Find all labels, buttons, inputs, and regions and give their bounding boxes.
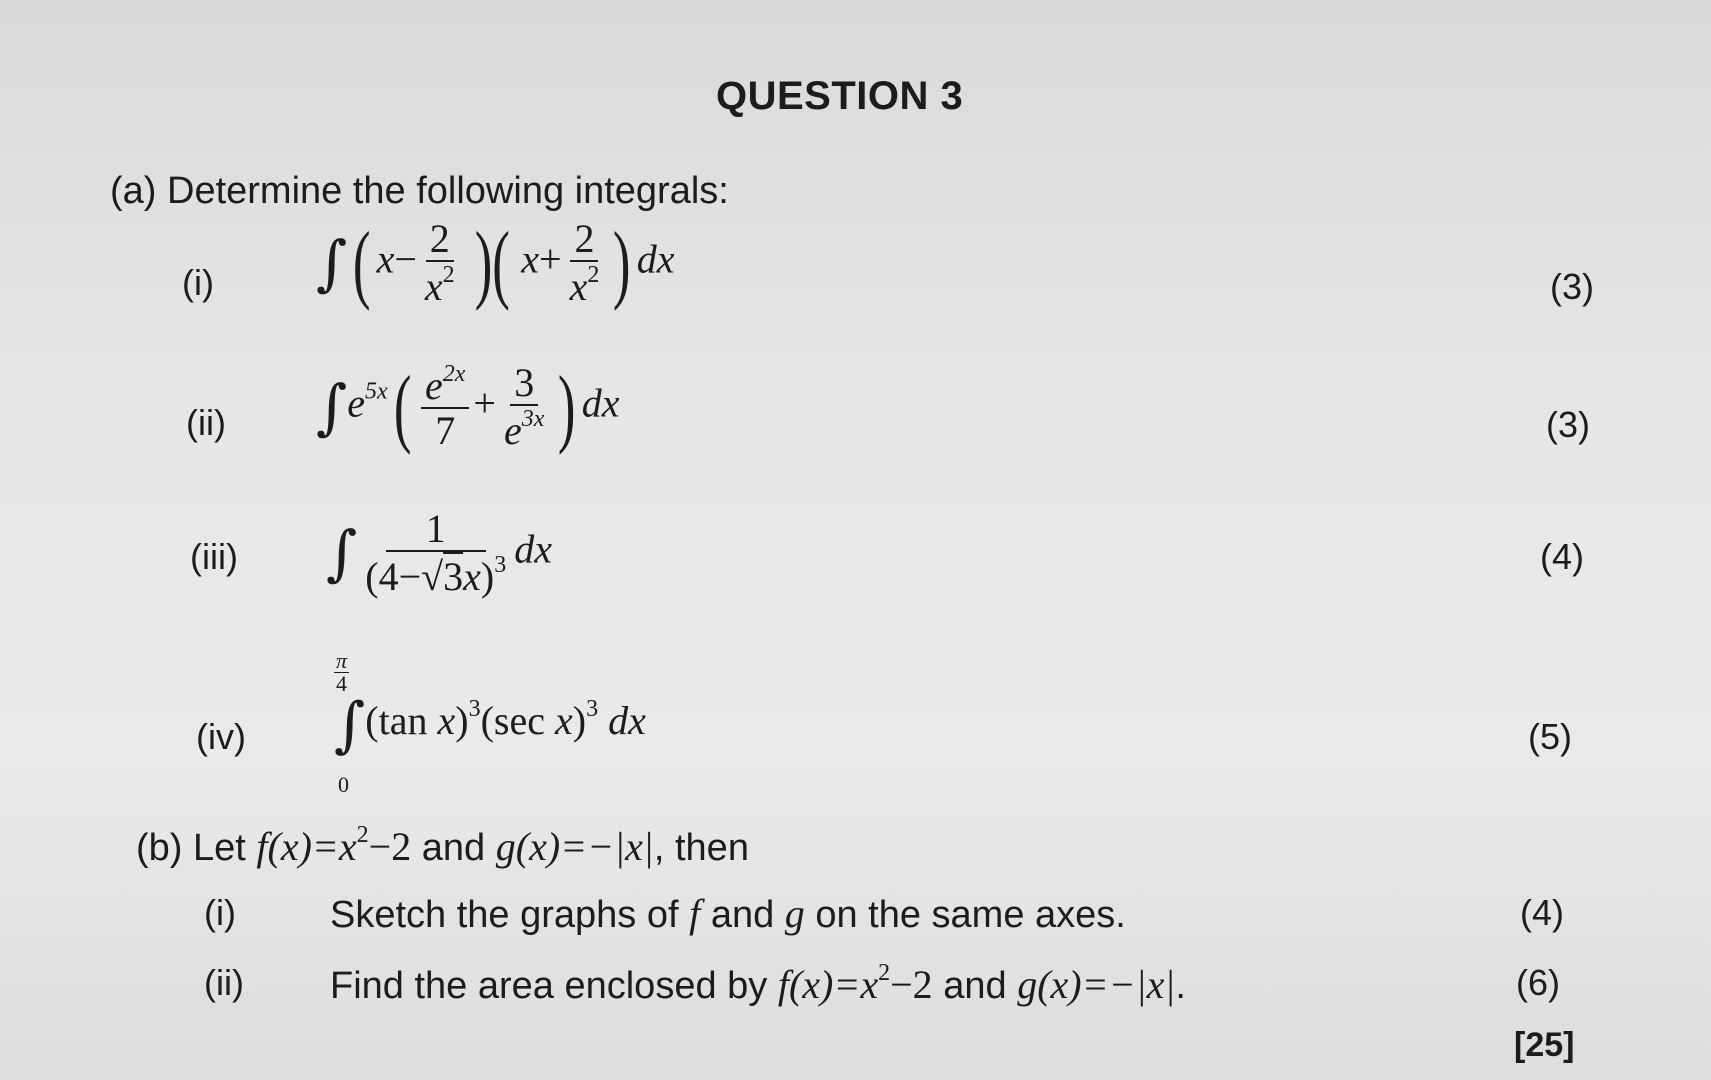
marks-b-i: (4)	[1520, 892, 1564, 933]
integral-a-iii: ∫ $\frac{1}{(4-√3x)^3}$ dx	[326, 506, 552, 599]
question-title: QUESTION 3	[716, 74, 964, 118]
integral-a-i: ∫( x− $\frac{2}{x^2}$ )( x+ $\frac{2}{x^2}$ ) dx	[316, 214, 675, 312]
item-a-iv-label: (iv)	[196, 716, 246, 757]
item-a-iii-label: (iii)	[190, 536, 238, 577]
item-a-i-label: (i)	[182, 262, 214, 303]
marks-a-iii: (4)	[1540, 536, 1584, 577]
item-a-ii-label: (ii)	[186, 402, 226, 443]
integral-a-iv: ∫(tan x)$^3$(sec x)$^3$ dx	[334, 690, 646, 760]
item-b-ii-text: Find the area enclosed by $f(x)=x^2-2$ and g(x)=−|x|.	[330, 960, 1186, 1007]
marks-a-iv: (5)	[1528, 716, 1572, 757]
integral-a-ii: $\int e^{5x}$( $\frac{e^{2x}}{7}$ + $\frac{3}{e^{3x}}$ ) dx	[316, 358, 620, 456]
total-marks: [25]	[1514, 1026, 1575, 1064]
part-b-statement: (b) Let $f(x)=x^2-2$ and g(x)=−|x|, then	[136, 822, 749, 869]
marks-a-i: (3)	[1550, 266, 1594, 307]
item-b-ii-label: (ii)	[204, 962, 244, 1003]
lower-limit: 0	[338, 772, 349, 797]
marks-b-ii: (6)	[1516, 962, 1560, 1003]
part-a-heading: (a) Determine the following integrals:	[110, 170, 729, 212]
item-b-i-label: (i)	[204, 892, 236, 933]
marks-a-ii: (3)	[1546, 404, 1590, 445]
item-b-i-text: Sketch the graphs of f and g on the same axes.	[330, 891, 1126, 936]
upper-limit: $\frac{\pi}{4}$	[336, 648, 348, 696]
